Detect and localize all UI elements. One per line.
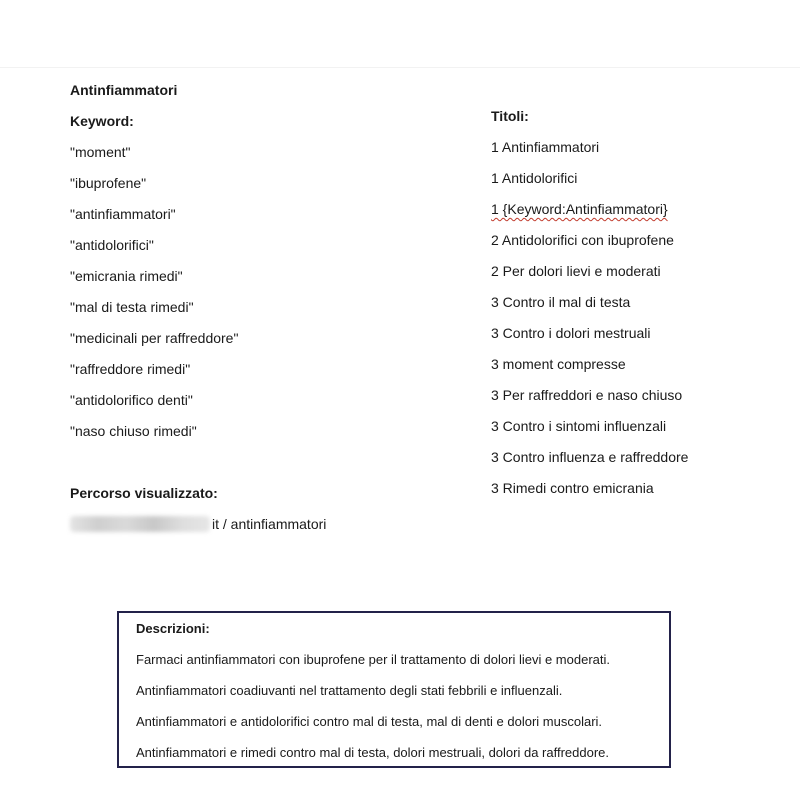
displayed-path xyxy=(70,514,450,534)
title-item-spellcheck: 1 {Keyword:Antinfiammatori} xyxy=(491,201,668,217)
redacted-domain xyxy=(70,516,210,532)
titles-list xyxy=(491,137,791,498)
keyword-item: "naso chiuso rimedi" xyxy=(70,423,197,439)
path-heading: Percorso visualizzato: xyxy=(70,485,218,501)
description-item: Antinfiammatori e rimedi contro mal di testa, dolori mestruali, dolori da raffreddore. xyxy=(136,745,610,760)
keyword-item: "emicrania rimedi" xyxy=(70,268,183,284)
keyword-item: "mal di testa rimedi" xyxy=(70,299,194,315)
keyword-item: "antidolorifici" xyxy=(70,237,154,253)
title-item: 2 Per dolori lievi e moderati xyxy=(491,263,661,279)
keywords-heading: Keyword: xyxy=(70,113,134,129)
title-item: 3 moment compresse xyxy=(491,356,626,372)
descriptions-box xyxy=(117,611,671,768)
keyword-item: "moment" xyxy=(70,144,131,160)
description-item: Antinfiammatori e antidolorifici contro mal di testa, mal di denti e dolori muscolari. xyxy=(136,714,603,729)
descriptions-content xyxy=(136,619,610,763)
description-item: Farmaci antinfiammatori con ibuprofene per il trattamento di dolori lievi e moderati. xyxy=(136,652,610,667)
descriptions-heading: Descrizioni: xyxy=(136,621,210,636)
keyword-item: "raffreddore rimedi" xyxy=(70,361,191,377)
keywords-list xyxy=(70,142,450,441)
document-title: Antinfiammatori xyxy=(70,82,178,98)
title-item: 3 Contro il mal di testa xyxy=(491,294,631,310)
title-item: 1 Antinfiammatori xyxy=(491,139,600,155)
title-item: 3 Rimedi contro emicrania xyxy=(491,480,654,496)
title-item: 3 Per raffreddori e naso chiuso xyxy=(491,387,683,403)
title-item xyxy=(491,199,791,219)
keyword-item: "medicinali per raffreddore" xyxy=(70,330,239,346)
title-item: 3 Contro i sintomi influenzali xyxy=(491,418,667,434)
description-item: Antinfiammatori coadiuvanti nel trattamento degli stati febbrili e influenzali. xyxy=(136,683,563,698)
title-item: 3 Contro influenza e raffreddore xyxy=(491,449,689,465)
keyword-item: "antinfiammatori" xyxy=(70,206,176,222)
title-item: 3 Contro i dolori mestruali xyxy=(491,325,651,341)
title-item: 1 Antidolorifici xyxy=(491,170,578,186)
titles-heading: Titoli: xyxy=(491,108,529,124)
keyword-item: "antidolorifico denti" xyxy=(70,392,193,408)
page-top-rule xyxy=(0,67,800,68)
right-column xyxy=(491,106,791,498)
left-column xyxy=(70,80,450,534)
path-suffix: it / antinfiammatori xyxy=(212,516,327,532)
keyword-item: "ibuprofene" xyxy=(70,175,147,191)
title-item: 2 Antidolorifici con ibuprofene xyxy=(491,232,674,248)
